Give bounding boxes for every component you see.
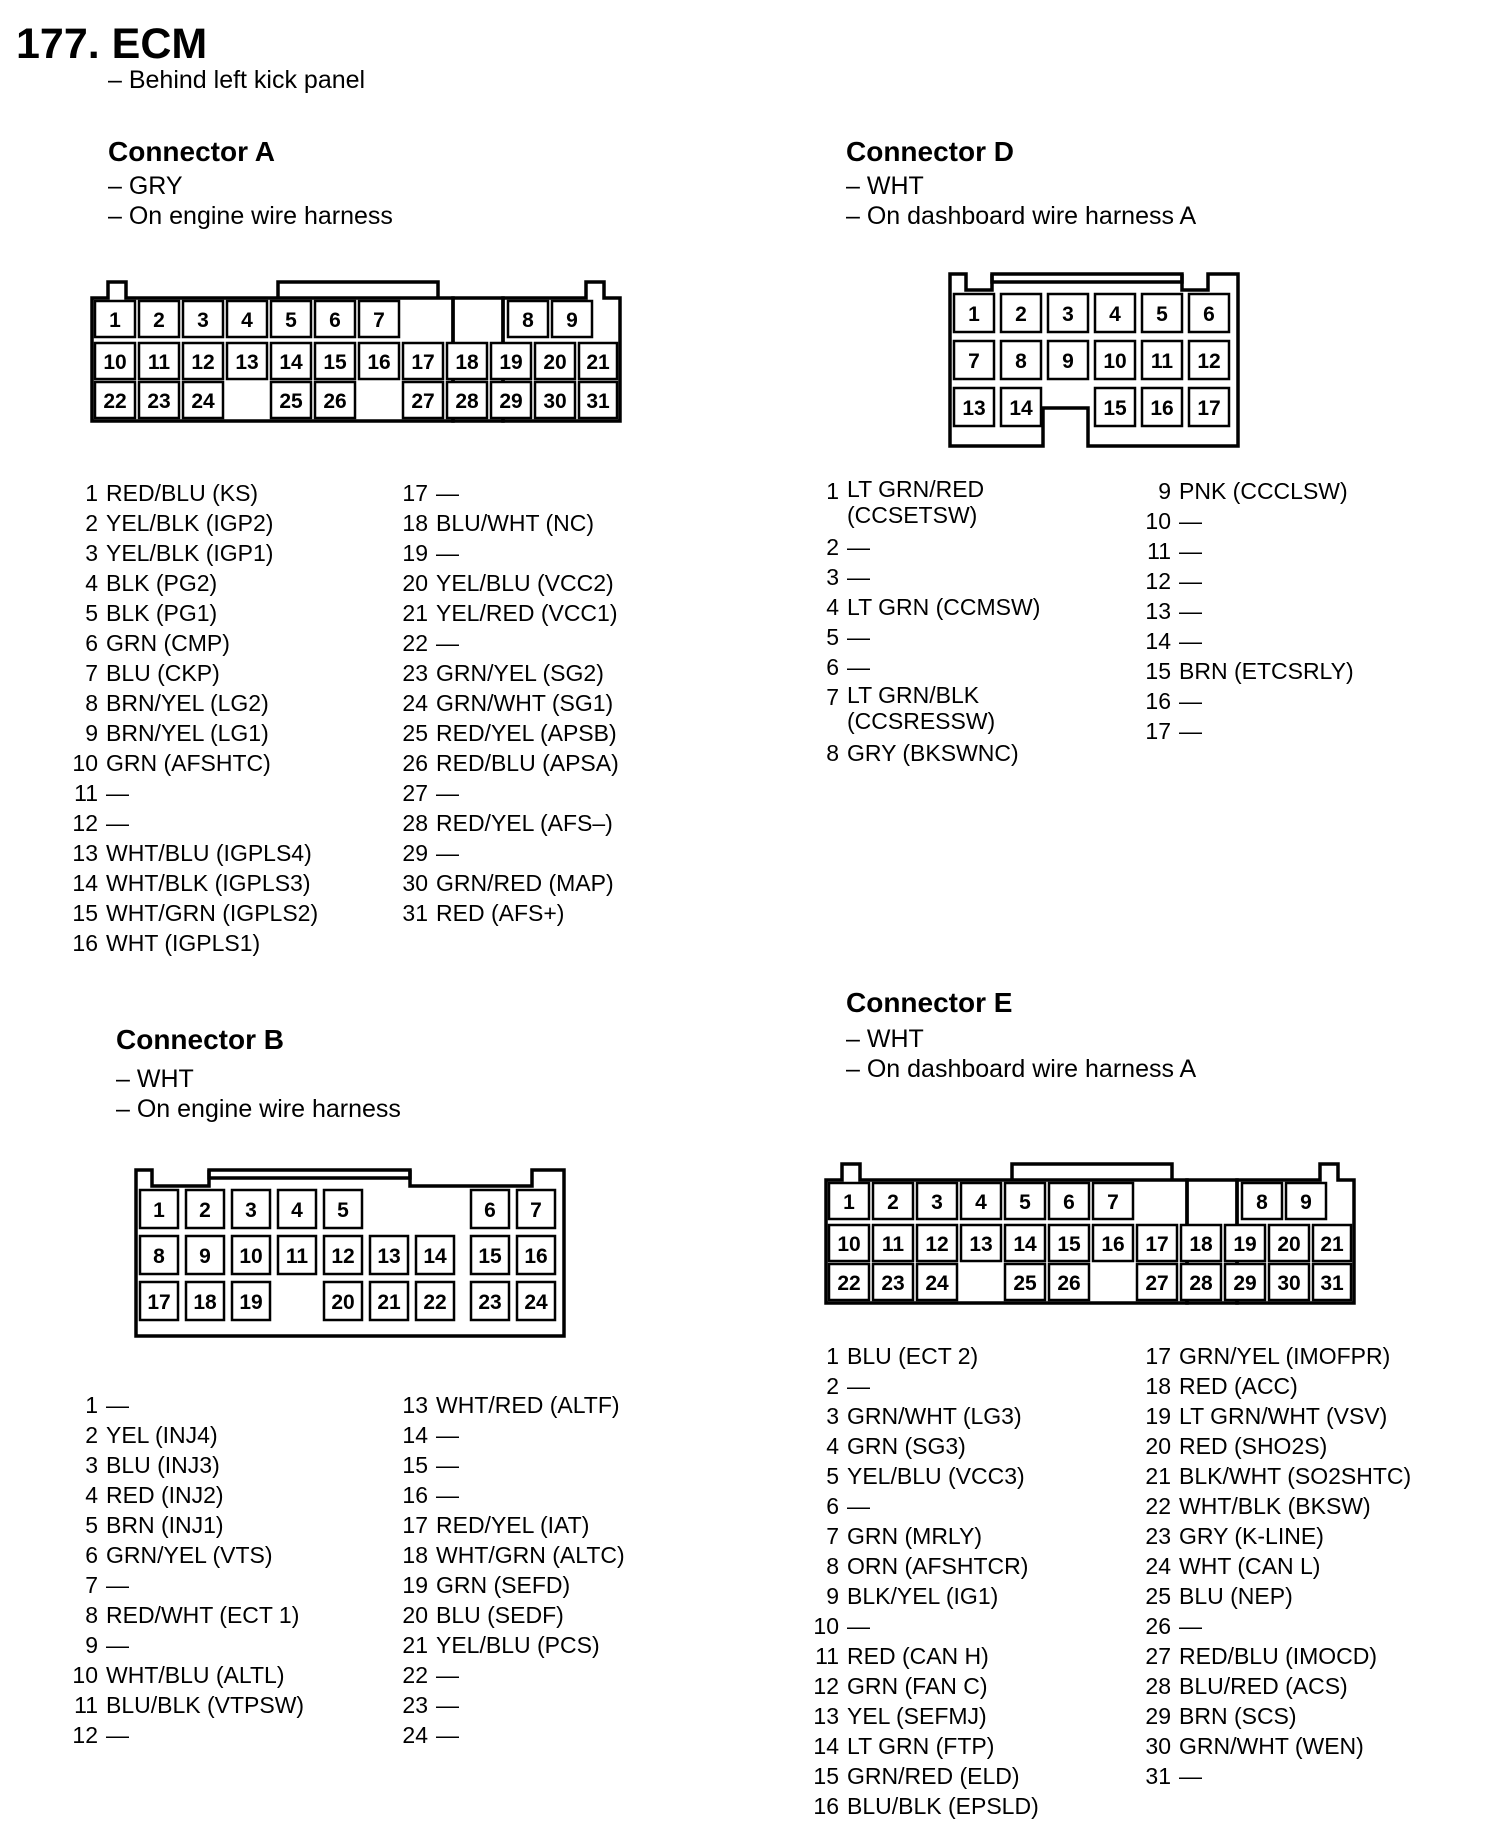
svg-text:20: 20 bbox=[331, 1291, 355, 1314]
svg-text:28: 28 bbox=[1189, 1272, 1213, 1295]
svg-text:15: 15 bbox=[323, 351, 347, 374]
pin-row: 26 — bbox=[1145, 1613, 1202, 1639]
svg-text:6: 6 bbox=[1063, 1191, 1075, 1214]
pin-row: 29 BRN (SCS) bbox=[1145, 1703, 1297, 1729]
connector-e-location: – On dashboard wire harness A bbox=[846, 1055, 1197, 1083]
svg-text:20: 20 bbox=[543, 351, 567, 374]
svg-text:5: 5 bbox=[285, 309, 297, 332]
svg-text:6: 6 bbox=[1203, 303, 1215, 326]
svg-text:18: 18 bbox=[193, 1291, 217, 1314]
pin-row: 5 YEL/BLU (VCC3) bbox=[826, 1463, 1025, 1489]
svg-text:12: 12 bbox=[331, 1245, 355, 1268]
svg-text:3: 3 bbox=[931, 1191, 943, 1214]
svg-text:30: 30 bbox=[543, 390, 567, 413]
pin-row: 15 — bbox=[402, 1452, 459, 1478]
pin-row: 6 GRN (CMP) bbox=[85, 630, 230, 656]
pin-row: 1 RED/BLU (KS) bbox=[85, 480, 259, 506]
pin-row: 13 WHT/RED (ALTF) bbox=[402, 1392, 620, 1418]
pin-row: 11 — bbox=[74, 780, 129, 806]
pin-row: 4 RED (INJ2) bbox=[85, 1482, 224, 1508]
svg-text:16: 16 bbox=[367, 351, 391, 374]
pin-row: 31 RED (AFS+) bbox=[402, 900, 565, 926]
connector-e-title: Connector E bbox=[846, 987, 1013, 1018]
svg-text:8: 8 bbox=[1015, 350, 1027, 373]
svg-text:27: 27 bbox=[411, 390, 435, 413]
pin-row: 30 GRN/WHT (WEN) bbox=[1145, 1733, 1364, 1759]
pin-row: 15 WHT/GRN (IGPLS2) bbox=[72, 900, 319, 926]
svg-text:19: 19 bbox=[499, 351, 523, 374]
pin-row: 29 — bbox=[402, 840, 459, 866]
pin-row: 4 GRN (SG3) bbox=[826, 1433, 966, 1459]
connector-e-diagram bbox=[822, 1154, 1362, 1324]
pin-row: 18 WHT/GRN (ALTC) bbox=[402, 1542, 625, 1568]
svg-text:24: 24 bbox=[925, 1272, 949, 1295]
connector-a-location: – On engine wire harness bbox=[108, 202, 393, 230]
svg-text:14: 14 bbox=[1013, 1233, 1037, 1256]
svg-text:12: 12 bbox=[925, 1233, 949, 1256]
svg-text:17: 17 bbox=[1197, 397, 1221, 420]
connector-a-pinlist-col1 bbox=[72, 478, 372, 958]
svg-text:1: 1 bbox=[153, 1199, 165, 1222]
svg-text:29: 29 bbox=[1233, 1272, 1257, 1295]
pin-row: 21 YEL/RED (VCC1) bbox=[402, 600, 618, 626]
svg-text:18: 18 bbox=[455, 351, 479, 374]
connector-b-location: – On engine wire harness bbox=[116, 1095, 401, 1123]
pin-row: 23 — bbox=[402, 1692, 459, 1718]
svg-text:20: 20 bbox=[1277, 1233, 1301, 1256]
pin-row: 24 — bbox=[402, 1722, 459, 1748]
connector-d-title: Connector D bbox=[846, 136, 1014, 167]
pin-row: 11 RED (CAN H) bbox=[815, 1643, 989, 1669]
pin-row: 1 — bbox=[85, 1392, 129, 1418]
svg-text:1: 1 bbox=[109, 309, 121, 332]
svg-text:13: 13 bbox=[962, 397, 986, 420]
svg-text:28: 28 bbox=[455, 390, 479, 413]
svg-text:9: 9 bbox=[566, 309, 578, 332]
svg-text:30: 30 bbox=[1277, 1272, 1301, 1295]
svg-text:10: 10 bbox=[103, 351, 127, 374]
pin-row: 2 — bbox=[826, 534, 870, 560]
svg-text:2: 2 bbox=[887, 1191, 899, 1214]
pin-row: 26 RED/BLU (APSA) bbox=[402, 750, 619, 776]
pin-row: 20 YEL/BLU (VCC2) bbox=[402, 570, 614, 596]
svg-text:16: 16 bbox=[1150, 397, 1174, 420]
connector-b-diagram bbox=[132, 1166, 572, 1346]
svg-text:15: 15 bbox=[1057, 1233, 1081, 1256]
svg-text:23: 23 bbox=[478, 1291, 502, 1314]
svg-text:25: 25 bbox=[1013, 1272, 1037, 1295]
svg-text:15: 15 bbox=[478, 1245, 502, 1268]
svg-text:11: 11 bbox=[285, 1245, 309, 1268]
pin-row: 11 — bbox=[1147, 538, 1202, 564]
pin-row: 6 — bbox=[826, 1493, 870, 1519]
connector-e-color: – WHT bbox=[846, 1025, 924, 1053]
connector-e-pinlist-col1 bbox=[813, 1341, 1113, 1821]
connector-a-color: – GRY bbox=[108, 172, 183, 200]
pin-row: 10 GRN (AFSHTC) bbox=[72, 750, 271, 776]
pin-row: 6 GRN/YEL (VTS) bbox=[85, 1542, 273, 1568]
page-title: 177. ECM bbox=[16, 20, 208, 68]
connector-a-title: Connector A bbox=[108, 136, 275, 167]
pin-row: 17 RED/YEL (IAT) bbox=[402, 1512, 590, 1538]
svg-text:13: 13 bbox=[377, 1245, 401, 1268]
svg-text:2: 2 bbox=[199, 1199, 211, 1222]
pin-row: 19 GRN (SEFD) bbox=[402, 1572, 571, 1598]
connector-e-pinlist-col2 bbox=[1145, 1341, 1465, 1791]
pin-row: 25 BLU (NEP) bbox=[1145, 1583, 1293, 1609]
svg-text:26: 26 bbox=[323, 390, 347, 413]
pin-row: 3 — bbox=[826, 564, 870, 590]
svg-text:9: 9 bbox=[1062, 350, 1074, 373]
pin-row: 16 — bbox=[1145, 688, 1202, 714]
pin-row: 8 BRN/YEL (LG2) bbox=[85, 690, 269, 716]
svg-text:27: 27 bbox=[1145, 1272, 1169, 1295]
pin-row: 13 — bbox=[1145, 598, 1202, 624]
svg-text:10: 10 bbox=[837, 1233, 861, 1256]
connector-d-pinlist-col1 bbox=[813, 476, 1113, 768]
pin-row: 9 BRN/YEL (LG1) bbox=[85, 720, 269, 746]
connector-b-pinlist-col1 bbox=[72, 1390, 372, 1750]
pin-row: 17 GRN/YEL (IMOFPR) bbox=[1145, 1343, 1391, 1369]
pin-row: 23 GRY (K-LINE) bbox=[1145, 1523, 1324, 1549]
pin-row: 16 BLU/BLK (EPSLD) bbox=[813, 1793, 1039, 1819]
svg-text:10: 10 bbox=[239, 1245, 263, 1268]
svg-text:22: 22 bbox=[103, 390, 127, 413]
svg-text:3: 3 bbox=[245, 1199, 257, 1222]
svg-text:4: 4 bbox=[975, 1191, 987, 1214]
svg-text:9: 9 bbox=[199, 1245, 211, 1268]
svg-text:19: 19 bbox=[239, 1291, 263, 1314]
svg-text:10: 10 bbox=[1103, 350, 1127, 373]
svg-text:4: 4 bbox=[1109, 303, 1121, 326]
connector-d-location: – On dashboard wire harness A bbox=[846, 202, 1197, 230]
svg-text:5: 5 bbox=[1019, 1191, 1031, 1214]
svg-text:13: 13 bbox=[969, 1233, 993, 1256]
svg-text:8: 8 bbox=[1256, 1191, 1268, 1214]
pin-row: 3 YEL/BLK (IGP1) bbox=[85, 540, 274, 566]
pin-row: 9 BLK/YEL (IG1) bbox=[826, 1583, 999, 1609]
pin-row: 15 BRN (ETCSRLY) bbox=[1145, 658, 1354, 684]
svg-text:8: 8 bbox=[153, 1245, 165, 1268]
pin-row: 16 WHT (IGPLS1) bbox=[72, 930, 261, 956]
pin-row: 1 BLU (ECT 2) bbox=[826, 1343, 979, 1369]
pin-row: 24 WHT (CAN L) bbox=[1145, 1553, 1321, 1579]
pin-row: 14 LT GRN (FTP) bbox=[813, 1733, 995, 1759]
svg-text:16: 16 bbox=[1101, 1233, 1125, 1256]
pin-row: 14 — bbox=[402, 1422, 459, 1448]
pin-row: 7 LT GRN/BLK (CCSRESSW) bbox=[826, 682, 996, 734]
pin-row: 7 — bbox=[85, 1572, 129, 1598]
pin-row: 31 — bbox=[1145, 1763, 1202, 1789]
pin-row: 27 — bbox=[402, 780, 459, 806]
svg-text:11: 11 bbox=[881, 1233, 905, 1256]
svg-text:21: 21 bbox=[377, 1291, 401, 1314]
svg-text:7: 7 bbox=[373, 309, 385, 332]
pin-row: 8 RED/WHT (ECT 1) bbox=[85, 1602, 300, 1628]
pin-row: 30 GRN/RED (MAP) bbox=[402, 870, 614, 896]
pin-row: 14 — bbox=[1145, 628, 1202, 654]
connector-a-diagram bbox=[88, 272, 628, 442]
connector-a-pinlist-col2 bbox=[402, 478, 702, 928]
pin-row: 15 GRN/RED (ELD) bbox=[813, 1763, 1020, 1789]
svg-text:7: 7 bbox=[1107, 1191, 1119, 1214]
pin-row: 5 — bbox=[826, 624, 870, 650]
svg-text:18: 18 bbox=[1189, 1233, 1213, 1256]
svg-text:25: 25 bbox=[279, 390, 303, 413]
svg-text:5: 5 bbox=[337, 1199, 349, 1222]
connector-b-title: Connector B bbox=[116, 1024, 284, 1055]
pin-row: 21 YEL/BLU (PCS) bbox=[402, 1632, 600, 1658]
pin-row: 3 GRN/WHT (LG3) bbox=[826, 1403, 1022, 1429]
pin-row: 13 WHT/BLU (IGPLS4) bbox=[72, 840, 312, 866]
svg-text:7: 7 bbox=[530, 1199, 542, 1222]
pin-row: 22 WHT/BLK (BKSW) bbox=[1145, 1493, 1371, 1519]
svg-text:11: 11 bbox=[147, 351, 171, 374]
svg-text:7: 7 bbox=[968, 350, 980, 373]
svg-text:3: 3 bbox=[197, 309, 209, 332]
pin-row: 3 BLU (INJ3) bbox=[85, 1452, 220, 1478]
connector-b-pinlist-col2 bbox=[402, 1390, 702, 1750]
pin-row: 1 LT GRN/RED (CCSETSW) bbox=[826, 476, 985, 528]
pin-row: 7 GRN (MRLY) bbox=[826, 1523, 983, 1549]
connector-b-color: – WHT bbox=[116, 1065, 194, 1093]
pin-row: 22 — bbox=[402, 630, 459, 656]
pin-row: 12 — bbox=[1145, 568, 1202, 594]
pin-row: 24 GRN/WHT (SG1) bbox=[402, 690, 614, 716]
pin-row: 25 RED/YEL (APSB) bbox=[402, 720, 617, 746]
pin-row: 2 YEL/BLK (IGP2) bbox=[85, 510, 274, 536]
svg-text:26: 26 bbox=[1057, 1272, 1081, 1295]
pin-row: 9 — bbox=[85, 1632, 129, 1658]
pin-row: 16 — bbox=[402, 1482, 459, 1508]
pin-row: 20 BLU (SEDF) bbox=[402, 1602, 564, 1628]
svg-text:23: 23 bbox=[881, 1272, 905, 1295]
svg-text:14: 14 bbox=[279, 351, 303, 374]
svg-text:31: 31 bbox=[586, 390, 610, 413]
svg-text:23: 23 bbox=[147, 390, 171, 413]
pin-row: 23 GRN/YEL (SG2) bbox=[402, 660, 604, 686]
pin-row: 27 RED/BLU (IMOCD) bbox=[1145, 1643, 1378, 1669]
connector-d-color: – WHT bbox=[846, 172, 924, 200]
pin-row: 18 BLU/WHT (NC) bbox=[402, 510, 595, 536]
svg-text:22: 22 bbox=[837, 1272, 861, 1295]
svg-text:22: 22 bbox=[423, 1291, 447, 1314]
pin-row: 4 LT GRN (CCMSW) bbox=[826, 594, 1041, 620]
svg-text:12: 12 bbox=[1197, 350, 1221, 373]
svg-text:1: 1 bbox=[843, 1191, 855, 1214]
pin-row: 4 BLK (PG2) bbox=[85, 570, 218, 596]
pin-row: 19 — bbox=[402, 540, 459, 566]
svg-text:2: 2 bbox=[153, 309, 165, 332]
svg-text:3: 3 bbox=[1062, 303, 1074, 326]
connector-d-pinlist-col2 bbox=[1145, 476, 1445, 746]
pin-row: 20 RED (SHO2S) bbox=[1145, 1433, 1328, 1459]
pin-row: 10 — bbox=[1145, 508, 1202, 534]
pin-row: 12 — bbox=[72, 810, 129, 836]
location-note: – Behind left kick panel bbox=[108, 66, 366, 94]
pin-row: 22 — bbox=[402, 1662, 459, 1688]
svg-text:9: 9 bbox=[1300, 1191, 1312, 1214]
svg-text:11: 11 bbox=[1150, 350, 1174, 373]
svg-text:5: 5 bbox=[1156, 303, 1168, 326]
svg-text:24: 24 bbox=[524, 1291, 548, 1314]
svg-text:15: 15 bbox=[1103, 397, 1127, 420]
svg-text:8: 8 bbox=[522, 309, 534, 332]
pin-row: 12 GRN (FAN C) bbox=[813, 1673, 988, 1699]
pin-row: 11 BLU/BLK (VTPSW) bbox=[74, 1692, 305, 1718]
pin-row: 7 BLU (CKP) bbox=[85, 660, 220, 686]
pin-row: 10 — bbox=[813, 1613, 870, 1639]
svg-text:17: 17 bbox=[1145, 1233, 1169, 1256]
pin-row: 5 BRN (INJ1) bbox=[85, 1512, 224, 1538]
pin-row: 19 LT GRN/WHT (VSV) bbox=[1145, 1403, 1388, 1429]
svg-text:4: 4 bbox=[241, 309, 253, 332]
pin-row: 17 — bbox=[402, 480, 459, 506]
svg-text:12: 12 bbox=[191, 351, 215, 374]
pin-row: 2 YEL (INJ4) bbox=[85, 1422, 218, 1448]
pin-row: 5 BLK (PG1) bbox=[85, 600, 218, 626]
pin-row: 13 YEL (SEFMJ) bbox=[813, 1703, 987, 1729]
svg-text:13: 13 bbox=[235, 351, 259, 374]
pin-row: 28 RED/YEL (AFS–) bbox=[402, 810, 613, 836]
svg-text:14: 14 bbox=[423, 1245, 447, 1268]
pin-row: 18 RED (ACC) bbox=[1145, 1373, 1298, 1399]
svg-text:21: 21 bbox=[1320, 1233, 1344, 1256]
pin-row: 21 BLK/WHT (SO2SHTC) bbox=[1145, 1463, 1412, 1489]
svg-text:6: 6 bbox=[329, 309, 341, 332]
svg-text:19: 19 bbox=[1233, 1233, 1257, 1256]
connector-d-diagram bbox=[946, 270, 1246, 450]
pin-row: 2 — bbox=[826, 1373, 870, 1399]
pin-row: 28 BLU/RED (ACS) bbox=[1145, 1673, 1348, 1699]
svg-text:29: 29 bbox=[499, 390, 523, 413]
svg-text:17: 17 bbox=[147, 1291, 171, 1314]
svg-text:24: 24 bbox=[191, 390, 215, 413]
pin-row: 14 WHT/BLK (IGPLS3) bbox=[72, 870, 311, 896]
pin-row: 8 GRY (BKSWNC) bbox=[826, 740, 1019, 766]
pin-row: 10 WHT/BLU (ALTL) bbox=[72, 1662, 285, 1688]
svg-text:31: 31 bbox=[1320, 1272, 1344, 1295]
pin-row: 9 PNK (CCCLSW) bbox=[1158, 478, 1348, 504]
pin-row: 6 — bbox=[826, 654, 870, 680]
pin-row: 17 — bbox=[1145, 718, 1202, 744]
svg-text:14: 14 bbox=[1009, 397, 1033, 420]
svg-text:1: 1 bbox=[968, 303, 980, 326]
svg-text:16: 16 bbox=[524, 1245, 548, 1268]
svg-text:4: 4 bbox=[291, 1199, 303, 1222]
svg-text:6: 6 bbox=[484, 1199, 496, 1222]
svg-text:17: 17 bbox=[411, 351, 435, 374]
pin-row: 8 ORN (AFSHTCR) bbox=[826, 1553, 1029, 1579]
svg-text:21: 21 bbox=[586, 351, 610, 374]
svg-text:2: 2 bbox=[1015, 303, 1027, 326]
pin-row: 12 — bbox=[72, 1722, 129, 1748]
